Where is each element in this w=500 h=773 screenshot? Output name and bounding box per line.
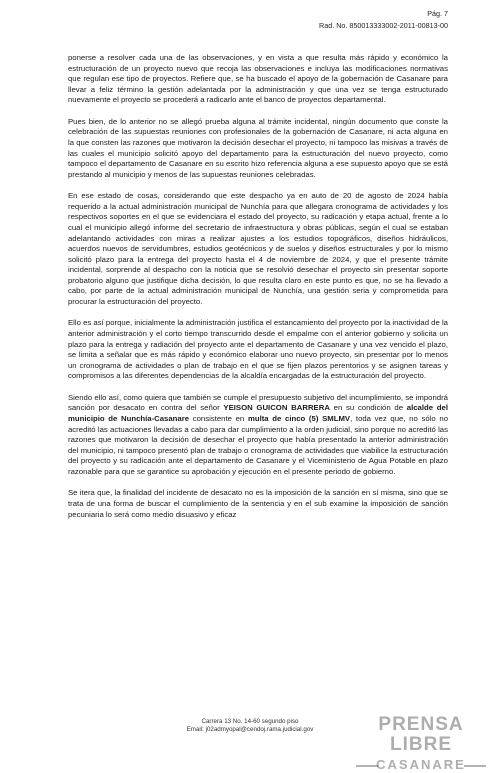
sanctioned-person-name: YEISON GUICON BARRERA bbox=[223, 403, 330, 413]
paragraph-5 bbox=[68, 393, 448, 478]
paragraph-2: Pues bien, de lo anterior no se allegó prueba alguna al trámite incidental, ningún documento que conste la celebración de las supuestas reuniones con profesionales de la gobernación de Casanare, ni acta alguna en la que consten las razones que motivaron la decisión desechar el proyecto, ni tampoco las misivas a través de las cuales el municipio solicitó apoyo del departamento para la estructuración del nuevo proyecto, como tampoco el departamento de Casanare en su escrito hizo referencia alguna a ese supuesto apoyo que se está prestando al municipio y menos de las supuestas reuniones celebradas. bbox=[68, 116, 448, 179]
paragraph-4: Ello es así porque, inicialmente la administración justifica el estancamiento del proyecto por la inactividad de la anterior administración y el corto tiempo transcurrido desde el empalme con el anterior gobierno y solicita un plazo para la entrega y radiación del proyecto ante el departamento de Casanare y una vez vencido el plazo, se limita a señalar que es más rápido y económico elaborar uno nuevo proyecto, sin presentar por lo menos un cronograma de actividades o plan de trabajo en el que se fijen plazos perentorios y se asignen tareas y compromisos a las diferentes dependencias de la alcaldía encargadas de la estructuración del proyecto. bbox=[68, 318, 448, 381]
radicado-number: Rad. No. 850013333002-2011-00813-00 bbox=[319, 21, 448, 30]
watermark-row bbox=[350, 757, 492, 773]
paragraph-5-text-1: Siendo ello así, como quiera que también se cumple el presupuesto subjetivo del incumplimiento, se impondrá sanción por desacato en contra del señor bbox=[68, 392, 448, 413]
sanctioned-person-role: alcalde del municipio de Nunchía-Casanare bbox=[68, 403, 448, 423]
page-number: Pág. 7 bbox=[427, 9, 448, 18]
watermark-line-1: PRENSA LIBRE bbox=[378, 714, 464, 755]
paragraph-5-text-4: , toda vez que, no sólo no acreditó las actuaciones llevadas a cabo para dar cumplimiento a la orden judicial, sino porque no acreditó las razones que motivaron la decisión de desechar el proyecto que había presentado la anterior administración del municipio, ni tampoco presentó plan de trabajo o cronograma de actividades que viabilice la estructuración del proyecto y su radicación ante el departamento de Casanare y el Viceministerio de Agua Potable en plazo razonable para que se garantice su aprobación y ejecución en el presente periodo de gobierno. bbox=[68, 414, 448, 476]
page-footer bbox=[150, 718, 350, 734]
paragraph-5-text-3: consistente en bbox=[189, 414, 248, 423]
paragraph-1: ponerse a resolver cada una de las observaciones, y en vista a que resulta más rápido y económico la estructuración de un proyecto nuevo que recoja las observaciones e incluya las modificaciones normativas que regulan ese tipo de proyectos. Refiere que, se ha buscado el apoyo de la gobernación de Casanare para llevar a feliz término la gestión adelantada por la administración y que una vez se tenga estructurado nuevamente el proyecto se procederá a radicarlo ante el banco de proyectos departamental. bbox=[68, 53, 448, 105]
watermark-rule-right bbox=[464, 765, 486, 767]
watermark-rule-left bbox=[356, 765, 378, 767]
paragraph-3: En ese estado de cosas, considerando que este despacho ya en auto de 20 de agosto de 2024 había requerido a la actual administración municipal de Nunchía para que allegara cronograma de actividades y los respectivos soportes en el que se evidenciara el estado del proyecto, su radicación y etapa actual, frente a lo cual el municipio allegó informe del secretario de infraestructura y obras públicas, según el cual se estaban adelantando actividades con miras a realizar ajustes a los estudios topográficos, diseños hidráulicos, acuerdos nuevos de servidumbres, estudios geotécnicos y de suelos y diseños estructurales y por lo mismo solicitó plazo para la entrega del proyecto hasta el 4 de noviembre de 2024, y que el presente trámite incidental, sorprende al despacho con la noticia que se resolvió desechar el proyecto sin presentar soporte probatorio alguno que justifique dicha decisión, lo que resulta claro en este punto es que, no se ha llevado a cabo, por parte de la actual administración municipal de Nunchía, una gestión seria y comprometida para procurar la estructuración del proyecto. bbox=[68, 191, 448, 307]
sanction-amount: multa de cinco (5) SMLMV bbox=[247, 414, 351, 423]
document-body bbox=[68, 53, 448, 520]
footer-email: Email: j02admyopal@cendoj.rama.judicial.gov bbox=[186, 726, 314, 734]
paragraph-6: Se itera que, la finalidad del incidente de desacato no es la imposición de la sanción en sí misma, sino que se trata de una forma de buscar el cumplimiento de la sentencia y en el sub examine la imposición de sanción pecuniaria lo será como medio disuasivo y eficaz bbox=[68, 488, 448, 519]
page-header bbox=[319, 8, 448, 32]
watermark-line-2: CASANARE bbox=[376, 757, 466, 772]
footer-address: Carrera 13 No. 14-60 segundo piso bbox=[201, 718, 299, 725]
paragraph-5-text-2: en su condición de bbox=[329, 403, 407, 413]
prensa-libre-watermark-logo bbox=[350, 714, 492, 772]
